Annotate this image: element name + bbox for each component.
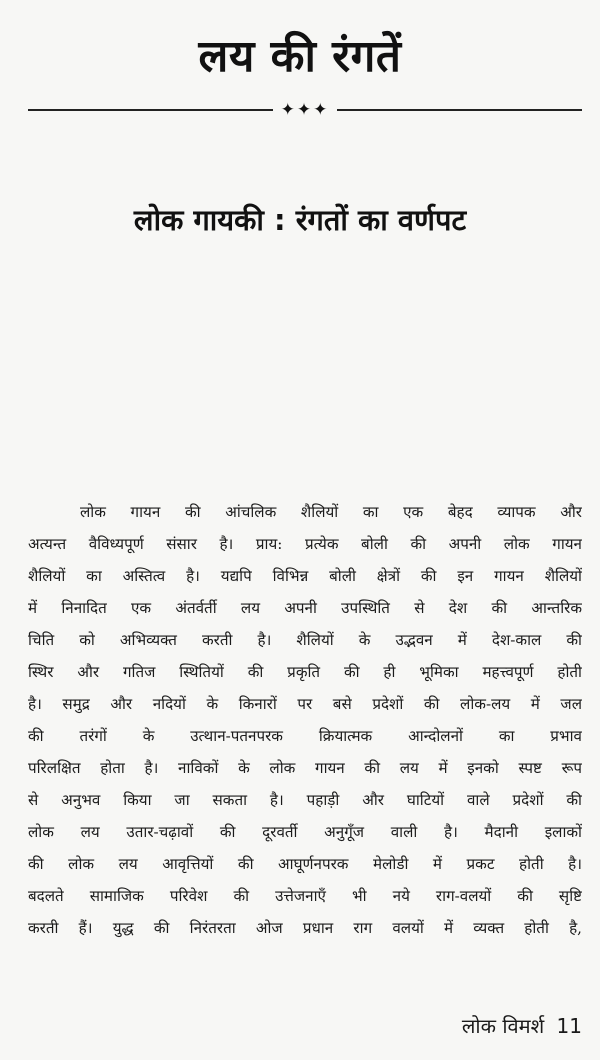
text-line: शैलियों का अस्तित्व है। यद्यपि विभिन्न बोली क्षेत्रों की इन गायन शैलियों <box>28 567 582 585</box>
text-line: की लोक लय आवृत्तियों की आघूर्णनपरक मेलोडी में प्रकट होती है। <box>28 855 582 873</box>
running-footer-title: लोक विमर्श <box>461 1014 545 1038</box>
text-line: परिलक्षित होता है। नाविकों के लोक गायन की लय में इनको स्पष्ट रूप <box>28 759 582 777</box>
text-line: बदलते सामाजिक परिवेश की उत्तेजनाएँ भी नये राग-वलयों की सृष्टि <box>28 887 582 905</box>
chapter-title: लय की रंगतें <box>198 31 402 82</box>
text-line: से अनुभव किया जा सकता है। पहाड़ी और घाटियों वाले प्रदेशों की <box>28 791 582 809</box>
text-line: चिति को अभिव्यक्त करती है। शैलियों के उद्भवन में देश-काल की <box>28 631 582 649</box>
text-line: है। समुद्र और नदियों के किनारों पर बसे प्रदेशों की लोक-लय में जल <box>28 695 582 713</box>
page-number: 11 <box>556 1014 582 1038</box>
divider-line-right <box>337 109 582 111</box>
text-line: अत्यन्त वैविध्यपूर्ण संसार है। प्राय: प्रत्येक बोली की अपनी लोक गायन <box>28 535 582 553</box>
page-footer <box>462 1012 582 1039</box>
text-line: लोक गायन की आंचलिक शैलियों का एक बेहद व्यापक और <box>80 503 582 521</box>
text-line: लोक लय उतार-चढ़ावों की दूरवर्ती अनुगूँज वाली है। मैदानी इलाकों <box>28 823 582 841</box>
star-ornament-icon: ✦✦✦ <box>280 99 330 120</box>
text-line: में निनादित एक अंतर्वर्ती लय अपनी उपस्थिति से देश की आन्तरिक <box>28 599 582 617</box>
section-title: लोक गायकी : रंगतों का वर्णपट <box>133 203 467 237</box>
text-line: करती हैं। युद्ध की निरंतरता ओज प्रधान राग वलयों में व्यक्त होती है, <box>28 919 582 937</box>
divider-line-left <box>28 109 273 111</box>
text-line: की तरंगों के उत्थान-पतनपरक क्रियात्मक आन्दोलनों का प्रभाव <box>28 727 582 745</box>
ornamental-divider <box>28 100 582 120</box>
body-paragraph <box>28 496 582 944</box>
text-line: स्थिर और गतिज स्थितियों की प्रकृति की ही भूमिका महत्त्वपूर्ण होती <box>28 663 582 681</box>
